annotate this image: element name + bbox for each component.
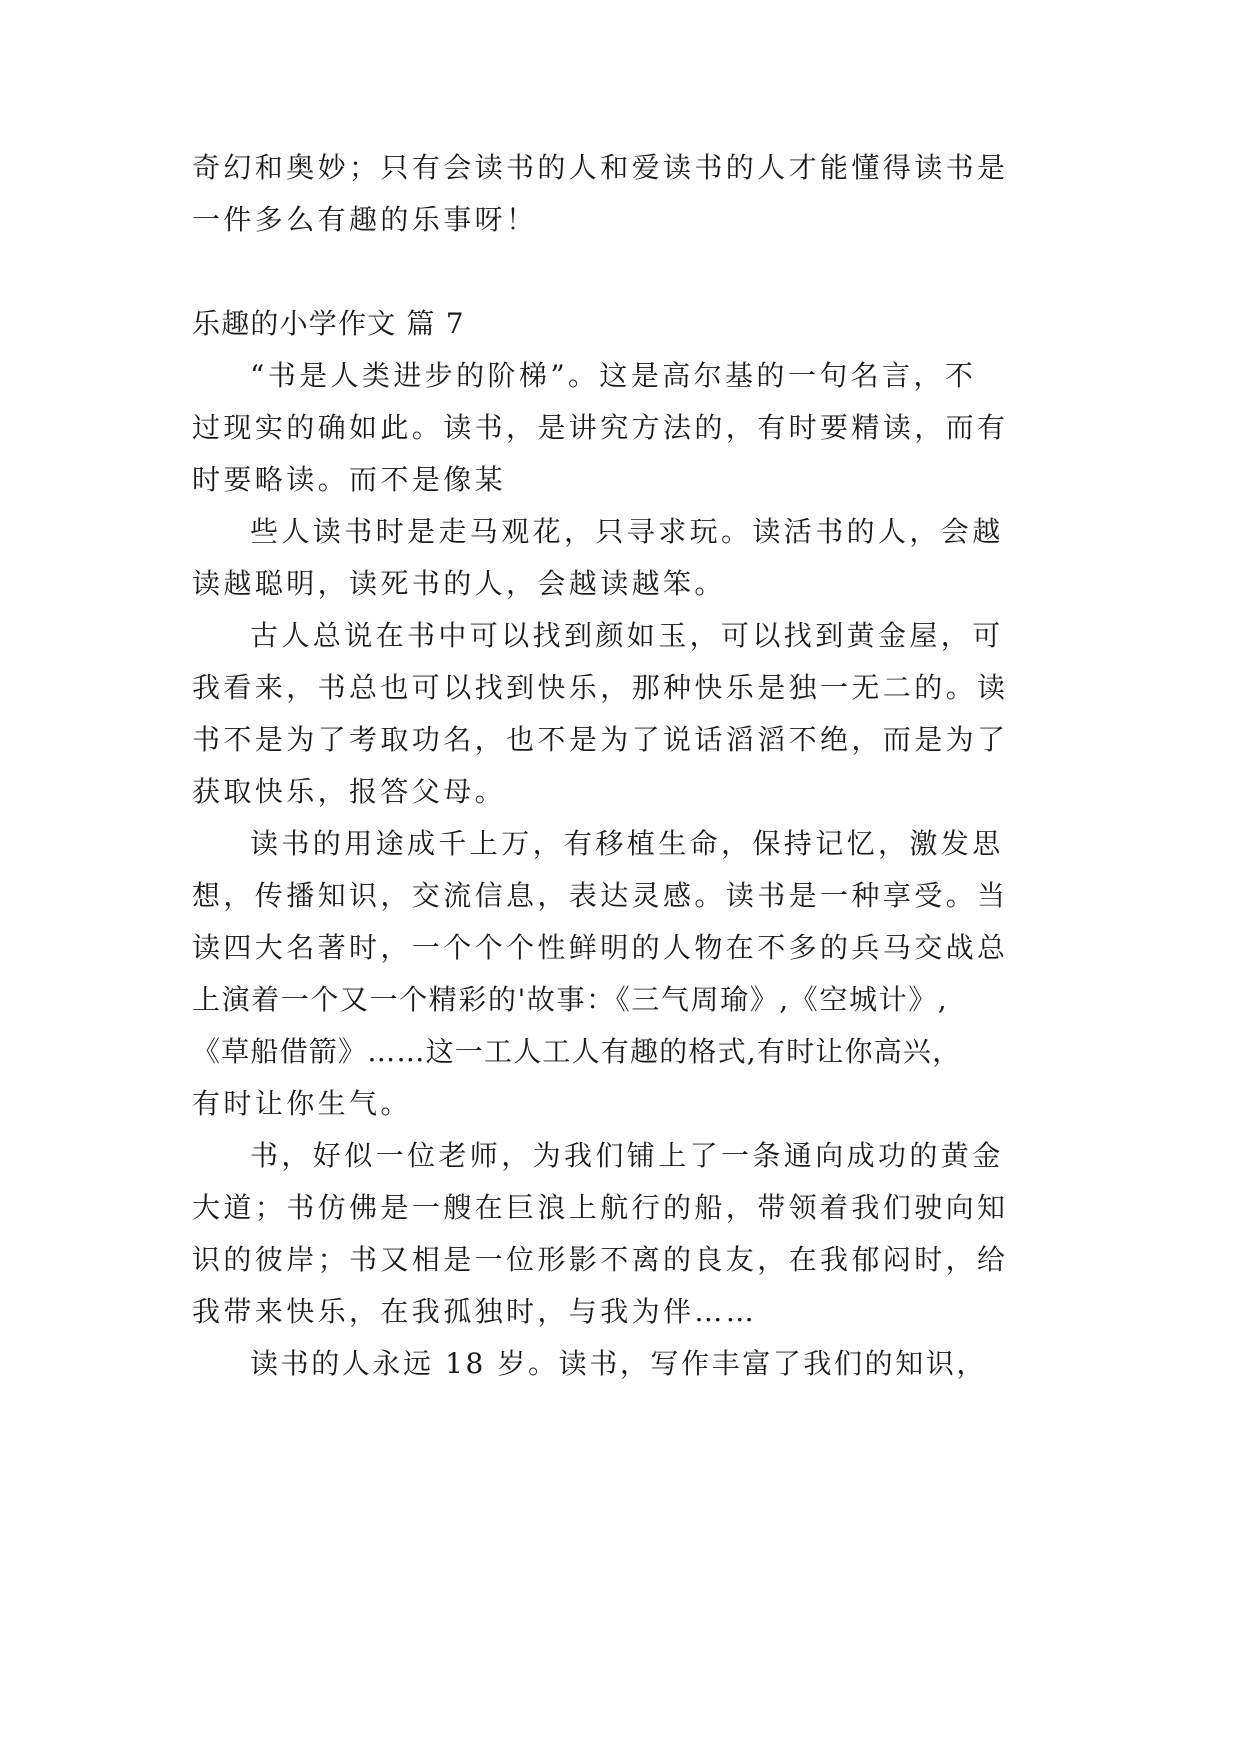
text-line: 过现实的确如此。读书，是讲究方法的，有时要精读，而有 [192,411,1009,444]
text-line: 读书的用途成千上万，有移植生命，保持记忆，激发思 [250,827,1004,860]
text-line: 上演着一个又一个精彩的'故事：《三气周瑜》,《空城计》, [192,983,949,1016]
text-line: 时要略读。而不是像某 [192,463,507,496]
section-heading: 乐趣的小学作文 篇 7 [192,307,465,340]
text-line: 些人读书时是走马观花，只寻求玩。读活书的人，会越 [250,515,1004,548]
text-line: 想，传播知识，交流信息，表达灵感。读书是一种享受。当 [192,879,1009,912]
text-line: 识的彼岸；书又相是一位形影不离的良友，在我郁闷时，给 [192,1243,1009,1276]
text-line: 获取快乐，报答父母。 [192,775,507,808]
text-line: 《草船借箭》……这一工人工人有趣的格式,有时让你高兴， [192,1035,962,1068]
text-line: 读越聪明，读死书的人，会越读越笨。 [192,567,726,600]
text-line: 有时让你生气。 [192,1087,412,1120]
text-line: 书不是为了考取功名，也不是为了说话滔滔不绝，而是为了 [192,723,1009,756]
text-line: 一件多么有趣的乐事呀！ [192,203,538,236]
text-line: 我带来快乐，在我孤独时，与我为伴…… [192,1295,758,1328]
text-line: 读四大名著时，一个个个性鲜明的人物在不多的兵马交战总 [192,931,1009,964]
text-line: 我看来，书总也可以找到快乐，那种快乐是独一无二的。读 [192,671,1009,704]
text-line: 奇幻和奥妙；只有会读书的人和爱读书的人才能懂得读书是 [192,151,1009,184]
text-line: 古人总说在书中可以找到颜如玉，可以找到黄金屋，可 [250,619,1004,652]
text-line: “书是人类进步的阶梯”。这是高尔基的一句名言，不 [250,359,977,392]
text-line: 书，好似一位老师，为我们铺上了一条通向成功的黄金 [250,1139,1004,1172]
text-line: 大道；书仿佛是一艘在巨浪上航行的船，带领着我们驶向知 [192,1191,1009,1224]
text-line: 读书的人永远 18 岁。读书，写作丰富了我们的知识， [250,1347,988,1380]
document-page [192,0,1064,1754]
